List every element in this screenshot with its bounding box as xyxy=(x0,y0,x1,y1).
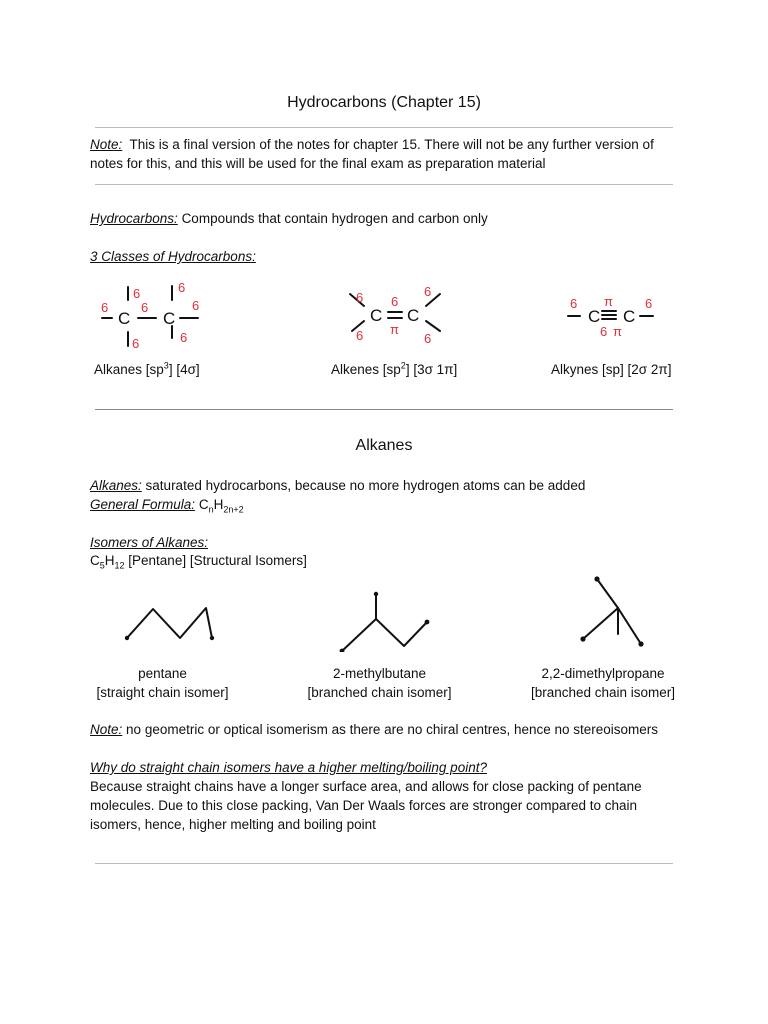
alkanes-label: Alkanes: xyxy=(90,478,142,493)
sigma-mark: 6 xyxy=(356,328,364,343)
pentane-skeleton xyxy=(127,608,212,638)
general-formula: General Formula: $C_nH_{2n+2}$ xyxy=(90,497,244,515)
question-heading: Why do straight chain isomers have a higher melting/boiling point? xyxy=(90,760,487,775)
hydrocarbons-definition xyxy=(90,209,488,228)
isomer-structures xyxy=(110,572,670,652)
pi-mark: π xyxy=(613,324,622,339)
pi-mark: π xyxy=(390,322,399,337)
note-label: Note: xyxy=(90,137,123,152)
hydrocarbons-text: Compounds that contain hydrogen and carbon only xyxy=(181,211,488,226)
carbon-label: C xyxy=(407,306,420,325)
carbon-label: C xyxy=(623,307,636,326)
class-caption-alkanes: Alkanes $[sp^3]$ [4σ] xyxy=(94,360,200,377)
sigma-mark: 6 xyxy=(178,280,186,295)
divider xyxy=(95,127,673,128)
stereoisomer-note xyxy=(90,720,658,739)
divider xyxy=(95,184,673,185)
hydrocarbons-label: Hydrocarbons: xyxy=(90,211,178,226)
sigma-mark: 6 xyxy=(101,300,109,315)
pi-mark: π xyxy=(604,294,613,309)
isomer-caption-pentane: pentane [straight chain isomer] xyxy=(96,666,229,700)
question-answer: Because straight chains have a longer surface area, and allows for close packing of pentane molecules. Due to this close packing, Van Der Waals forces are stronger compared to chain isomers, hence, higher melting and boiling point xyxy=(90,779,642,832)
sigma-mark: 6 xyxy=(424,331,432,346)
sigma-mark: 6 xyxy=(391,294,399,309)
sigma-mark: 6 xyxy=(570,296,578,311)
carbon-label: C xyxy=(370,306,383,325)
page-title: Hydrocarbons (Chapter 15) xyxy=(287,94,481,111)
sigma-mark: 6 xyxy=(356,290,364,305)
note-text: no geometric or optical isomerism as there are no chiral centres, hence no stereoisomers xyxy=(126,722,659,737)
carbon-label: C xyxy=(588,307,601,326)
isomer-caption-methylbutane: 2-methylbutane [branched chain isomer] xyxy=(307,666,452,700)
classes-heading: 3 Classes of Hydrocarbons: xyxy=(90,249,256,264)
note-label: Note: xyxy=(90,722,123,737)
pentane-formula-line: $C_5H_{12}$ [Pentane] [Structural Isomers] xyxy=(90,553,307,571)
isomer-caption-dimethylpropane: 2,2-dimethylpropane [branched chain isomer] xyxy=(530,666,676,700)
class-caption-alkenes: Alkenes $[sp^2]$ [3σ 1π] xyxy=(331,360,458,377)
isomers-heading: Isomers of Alkanes: xyxy=(90,535,209,550)
sigma-mark: 6 xyxy=(645,296,653,311)
alkanes-text: saturated hydrocarbons, because no more hydrogen atoms can be added xyxy=(145,478,586,493)
hydrocarbon-class-structures xyxy=(80,276,700,356)
carbon-label: C xyxy=(163,309,176,328)
alkanes-definition xyxy=(90,476,585,495)
divider xyxy=(95,863,673,864)
sigma-mark: 6 xyxy=(180,330,188,345)
divider xyxy=(95,409,673,410)
section-heading-alkanes: Alkanes xyxy=(355,437,413,454)
sigma-mark: 6 xyxy=(132,336,140,351)
dimethylpropane-skeleton xyxy=(583,579,641,644)
sigma-mark: 6 xyxy=(192,298,200,313)
carbon-label: C xyxy=(118,309,131,328)
note-paragraph xyxy=(90,135,680,173)
note-text: This is a final version of the notes for chapter 15. There will not be any further version of notes for this, and this will be used for the final exam as preparation material xyxy=(90,137,654,171)
sigma-mark: 6 xyxy=(141,300,149,315)
sigma-mark: 6 xyxy=(600,324,608,339)
general-formula-label: General Formula: xyxy=(90,497,196,512)
class-caption-alkynes: Alkynes [sp] [2σ 2π] xyxy=(551,362,672,377)
sigma-mark: 6 xyxy=(133,286,141,301)
methylbutane-skeleton xyxy=(342,594,427,651)
sigma-mark: 6 xyxy=(424,284,432,299)
